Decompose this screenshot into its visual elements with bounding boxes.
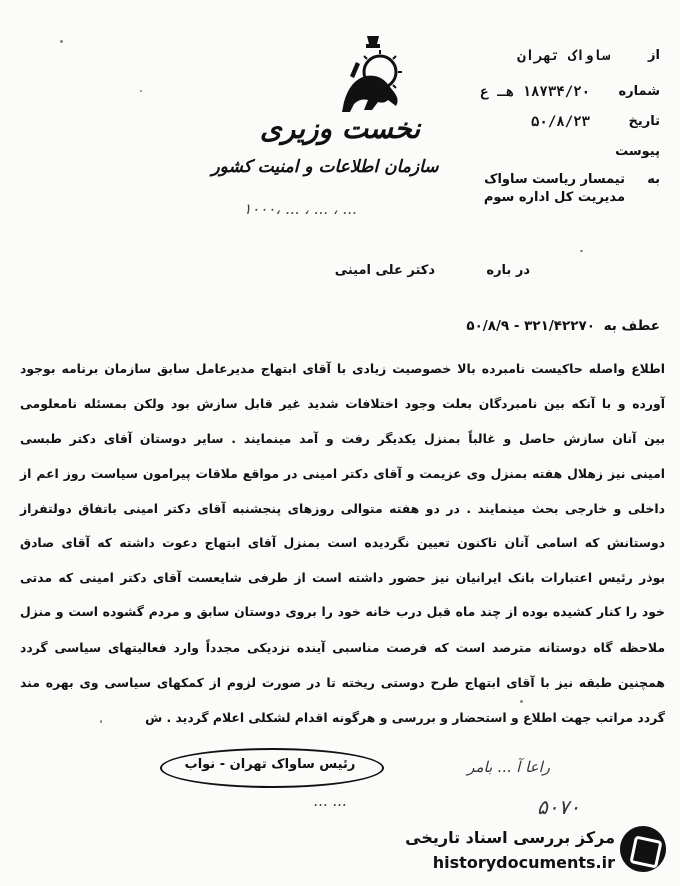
watermark-title: مرکز بررسی اسناد تاریخی [405, 828, 615, 847]
to-value-2: مدیریت کل اداره سوم [483, 190, 625, 205]
lion-and-sun-emblem-icon [330, 32, 416, 118]
body-line: داخلی و خارجی بحث مینمایند . در دو هفته متوالی روزهای پنجشنبه آقای دکتر امینی باتفاق دولتفراز [20, 501, 665, 516]
number-label: شماره [618, 84, 660, 99]
from-value: ساواک تهران [517, 48, 610, 64]
organization-subtitle: سازمان اطلاعات و امنیت کشور [211, 157, 439, 177]
body-line: امینی نیز زهلال هفته بمنزل وی عزیمت و آقای دکتر امینی در مواقع ملاقات پیرامون سیاست روز اعم از [20, 466, 665, 481]
date-label: تاریخ [628, 114, 660, 129]
subject-value: دکتر علی امینی [334, 263, 435, 278]
body-line: همچنین طبقه نیز با آقای ابتهاج طرح دوستی ریخته تا در صورت لزوم از کمکهای سیاسی وی بهره مند [20, 675, 665, 690]
subject-label: در باره [486, 263, 530, 278]
from-label: از [648, 48, 660, 63]
body-line: گردد مراتب جهت اطلاع و استحضار و بررسی و هرگونه اقدام لشکلی اعلام گردید . ش [145, 710, 665, 725]
reference-label: عطف به [603, 318, 660, 334]
scan-speck [580, 250, 583, 252]
body-line: اطلاع واصله حاکیست نامبرده بالا خصوصیت زیادی با آقای ابتهاج مدیرعامل سابق سازمان برنامه بوجود [20, 361, 665, 376]
archive-logo-icon [620, 826, 666, 872]
scan-speck [520, 700, 523, 703]
scan-speck [140, 90, 142, 92]
to-value-1: تیمسار ریاست ساواک [484, 172, 625, 187]
handwritten-note: ۱۰۰۰، ... ، ... ، ... [243, 200, 357, 218]
handwritten-remark-1: راعا آ ... بامر [467, 758, 550, 776]
attachment-label: پیوست [615, 144, 660, 159]
watermark-url: historydocuments.ir [432, 853, 615, 872]
body-line: ملاحظه گاه دوستانه مترصد است که فرصت مناسبی آینده نزدیکی مجدداً وارد فعالیتهای سیاسی گردد [20, 640, 665, 655]
ministry-title: نخست وزیری [259, 112, 421, 145]
body-line: بوذر رئیس اعتبارات بانک ایرانیان نیز حضور داشته است از طرفی شایعست آقای دکتر امینی که مدتی [20, 570, 665, 585]
date-value: ۵۰/۸/۲۳ [530, 114, 590, 130]
to-label: به [647, 172, 660, 187]
reference-value: ۵۰/۸/۹ - ۳۲۱/۴۲۲۷۰ [466, 318, 595, 334]
scan-speck [60, 40, 63, 43]
handwritten-signature: ... ... [313, 792, 347, 810]
body-line: خود را کنار کشیده بوده از چند ماه قبل درب خانه خود را بروی دوستان سابق و مردم گشوده است و منزل [20, 604, 665, 619]
body-line: دوستانش که اسامی آنان تاکنون تعیین نگردیده است بمنزل آقای ابتهاج دعوت داشته که آقای صادق [20, 535, 665, 550]
signature-stamp-text: رئیس ساواک تهران - نواب [184, 757, 356, 772]
body-line: بین آنان سازش حاصل و غالباً بمنزل یکدیگر رفت و آمد مینمایند . سایر دوستان آقای دکتر طبسی [20, 431, 665, 446]
scan-speck [100, 720, 102, 723]
body-line: آورده و با آنکه بین نامبردگان بعلت وجود اختلافات شدید غیر قابل سازش بود ولکن بمسئله نامعلومی [20, 396, 665, 411]
handwritten-remark-2: ۵۰۷۰ [537, 795, 580, 819]
number-value: ۱۸۷۳۴/۲۰ هـ ع [480, 84, 590, 100]
